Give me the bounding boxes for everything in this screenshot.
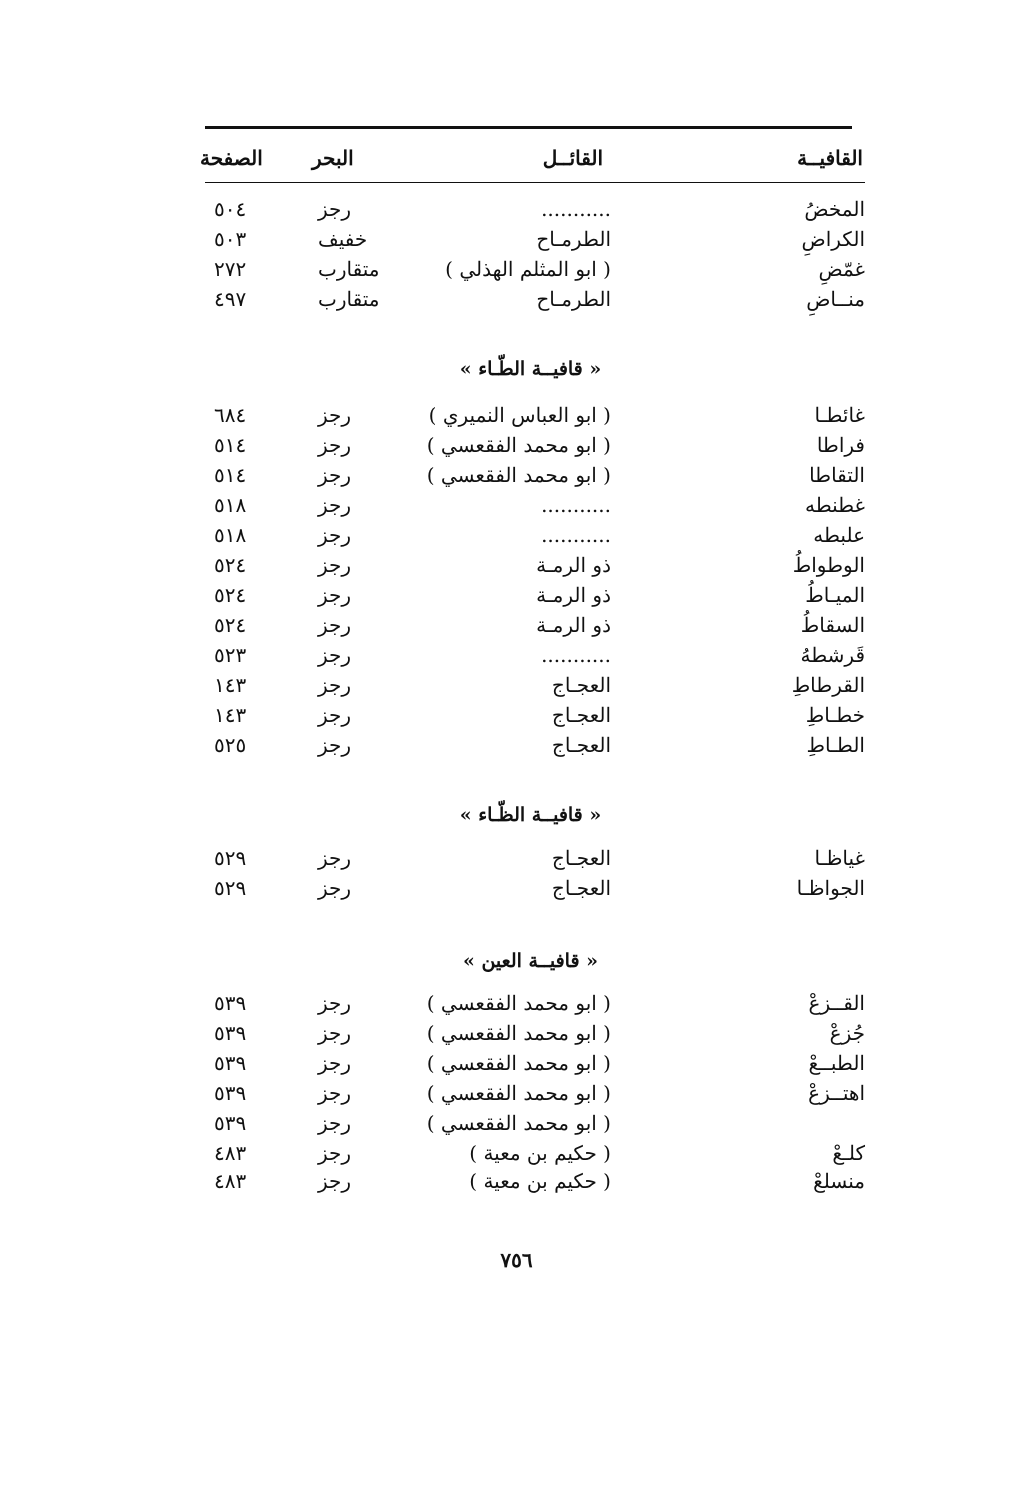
poet-cell: ( ابو محمد الفقعسي ) xyxy=(426,463,611,487)
rhyme-cell: الطبــعْ xyxy=(808,1051,865,1075)
meter-cell: رجز xyxy=(318,1111,352,1135)
rhyme-cell: السقاطُ xyxy=(800,613,865,637)
poet-cell: ذو الرمـة xyxy=(536,613,611,637)
meter-cell: رجز xyxy=(318,433,352,457)
meter-cell: متقارب xyxy=(318,287,380,311)
table-row xyxy=(0,610,1033,640)
page-cell: ٥١٤ xyxy=(214,463,247,487)
page-cell: ٢٧٢ xyxy=(214,257,247,281)
poet-cell: العجـاج xyxy=(551,876,611,900)
meter-cell: رجز xyxy=(318,1021,352,1045)
poet-cell: ( ابو محمد الفقعسي ) xyxy=(426,991,611,1015)
table-row xyxy=(0,194,1033,224)
page-cell: ٥٠٤ xyxy=(214,197,247,221)
poet-cell: الطرمـاح xyxy=(536,227,611,251)
page-cell: ٥١٨ xyxy=(214,493,247,517)
rhyme-cell: غمّضِ xyxy=(818,257,865,281)
poet-cell: ( ابو محمد الفقعسي ) xyxy=(426,1111,611,1135)
table-row xyxy=(0,284,1033,314)
header-page: الصفحة xyxy=(200,146,263,170)
poet-cell: ( ابو محمد الفقعسي ) xyxy=(426,1021,611,1045)
meter-cell: خفيف xyxy=(318,227,368,251)
meter-cell: رجز xyxy=(318,1051,352,1075)
meter-cell: رجز xyxy=(318,463,352,487)
table-row xyxy=(0,254,1033,284)
rhyme-cell: اهتــزعْ xyxy=(808,1081,865,1105)
page-number: ٧٥٦ xyxy=(500,1248,533,1272)
page-cell: ٥٣٩ xyxy=(214,1111,247,1135)
page-cell: ٥٢٥ xyxy=(214,733,247,757)
table-row xyxy=(0,670,1033,700)
poet-cell: ( ابو محمد الفقعسي ) xyxy=(426,1051,611,1075)
rhyme-cell: جُزعْ xyxy=(829,1021,865,1045)
section-title-ain xyxy=(0,950,1033,972)
poet-cell: ( حكيم بن معية ) xyxy=(469,1169,611,1193)
table-row xyxy=(0,400,1033,430)
page-cell: ٥١٨ xyxy=(214,523,247,547)
rhyme-cell: كلـعْ xyxy=(832,1141,865,1165)
poet-cell: ........... xyxy=(541,523,611,547)
header-meter: البحر xyxy=(312,146,354,170)
poet-cell: العجـاج xyxy=(551,846,611,870)
meter-cell: متقارب xyxy=(318,257,380,281)
meter-cell: رجز xyxy=(318,493,352,517)
section-title-text: « قافيــة العين » xyxy=(462,950,599,972)
table-row xyxy=(0,873,1033,903)
meter-cell: رجز xyxy=(318,583,352,607)
table-row xyxy=(0,580,1033,610)
page-cell: ٦٨٤ xyxy=(214,403,247,427)
table-row xyxy=(0,430,1033,460)
table-row xyxy=(0,640,1033,670)
page-cell: ٥٢٣ xyxy=(214,643,247,667)
table-row xyxy=(0,1078,1033,1108)
meter-cell: رجز xyxy=(318,703,352,727)
header-rule xyxy=(205,182,865,183)
meter-cell: رجز xyxy=(318,613,352,637)
rhyme-cell: المخضُ xyxy=(804,197,865,221)
rhyme-cell: خطـاطِ xyxy=(805,703,865,727)
rhyme-cell: الميـاطُ xyxy=(805,583,865,607)
section-title-text: « قافيــة الظّـاء » xyxy=(459,804,602,826)
poet-cell: ( ابو محمد الفقعسي ) xyxy=(426,1081,611,1105)
table-row xyxy=(0,1018,1033,1048)
table-row xyxy=(0,843,1033,873)
page-cell: ٥٣٩ xyxy=(214,1021,247,1045)
table-row xyxy=(0,490,1033,520)
meter-cell: رجز xyxy=(318,991,352,1015)
meter-cell: رجز xyxy=(318,553,352,577)
table-row xyxy=(0,460,1033,490)
page-cell: ٥٢٩ xyxy=(214,846,247,870)
table-row xyxy=(0,1108,1033,1138)
rhyme-cell: غائطـا xyxy=(814,403,865,427)
rhyme-cell: القرطاطِ xyxy=(791,673,865,697)
rhyme-cell: غطنطه xyxy=(804,493,865,517)
page-cell: ٥٢٩ xyxy=(214,876,247,900)
rhyme-cell: فراطا xyxy=(816,433,865,457)
rhyme-cell: علبطه xyxy=(813,523,865,547)
page-cell: ٥٣٩ xyxy=(214,1081,247,1105)
top-rule xyxy=(205,126,852,129)
poet-cell: ........... xyxy=(541,197,611,221)
page-cell: ٥٢٤ xyxy=(214,583,247,607)
rhyme-cell: الكراضِ xyxy=(801,227,865,251)
meter-cell: رجز xyxy=(318,197,352,221)
table-row xyxy=(0,1166,1033,1196)
table-row xyxy=(0,988,1033,1018)
page-cell: ١٤٣ xyxy=(214,673,247,697)
poet-cell: الطرمـاح xyxy=(536,287,611,311)
table-row xyxy=(0,550,1033,580)
rhyme-cell: الوطواطُ xyxy=(792,553,865,577)
table-row xyxy=(0,1138,1033,1168)
page-cell: ٥٣٩ xyxy=(214,1051,247,1075)
meter-cell: رجز xyxy=(318,643,352,667)
poet-cell: ( ابو المثلم الهذلي ) xyxy=(445,257,611,281)
page-cell: ٥١٤ xyxy=(214,433,247,457)
poet-cell: ( ابو العباس النميري ) xyxy=(428,403,611,427)
meter-cell: رجز xyxy=(318,733,352,757)
meter-cell: رجز xyxy=(318,846,352,870)
rhyme-cell: الجواظـا xyxy=(796,876,865,900)
meter-cell: رجز xyxy=(318,1169,352,1193)
poet-cell: ( ابو محمد الفقعسي ) xyxy=(426,433,611,457)
rhyme-cell: الطـاطِ xyxy=(806,733,865,757)
meter-cell: رجز xyxy=(318,523,352,547)
poet-cell: العجـاج xyxy=(551,703,611,727)
rhyme-cell: التقاطا xyxy=(809,463,865,487)
page-cell: ٥٠٣ xyxy=(214,227,247,251)
poet-cell: العجـاج xyxy=(551,733,611,757)
rhyme-cell: القــزعْ xyxy=(808,991,865,1015)
section-title-text: « قافيــة الطّـاء » xyxy=(459,358,602,380)
rhyme-cell: منــاضِ xyxy=(806,287,865,311)
page-cell: ٤٩٧ xyxy=(214,287,247,311)
page-cell: ٤٨٣ xyxy=(214,1169,247,1193)
page-cell: ٤٨٣ xyxy=(214,1141,247,1165)
section-title-zaa xyxy=(0,804,1033,826)
meter-cell: رجز xyxy=(318,673,352,697)
table-row xyxy=(0,224,1033,254)
meter-cell: رجز xyxy=(318,876,352,900)
poet-cell: ........... xyxy=(541,493,611,517)
header-poet: القائــل xyxy=(542,146,603,170)
header-rhyme: القافيــة xyxy=(797,146,863,170)
page-cell: ١٤٣ xyxy=(214,703,247,727)
meter-cell: رجز xyxy=(318,403,352,427)
meter-cell: رجز xyxy=(318,1081,352,1105)
rhyme-cell: قَرشطهُ xyxy=(800,643,865,667)
rhyme-cell: غياظـا xyxy=(814,846,865,870)
poet-cell: ذو الرمـة xyxy=(536,553,611,577)
page-cell: ٥٢٤ xyxy=(214,553,247,577)
meter-cell: رجز xyxy=(318,1141,352,1165)
section-title-taa xyxy=(0,358,1033,380)
table-row xyxy=(0,700,1033,730)
table-row xyxy=(0,1048,1033,1078)
poet-cell: العجـاج xyxy=(551,673,611,697)
table-row xyxy=(0,520,1033,550)
poet-cell: ذو الرمـة xyxy=(536,583,611,607)
page-cell: ٥٣٩ xyxy=(214,991,247,1015)
poet-cell: ( حكيم بن معية ) xyxy=(469,1141,611,1165)
table-row xyxy=(0,730,1033,760)
page-cell: ٥٢٤ xyxy=(214,613,247,637)
rhyme-cell: منسلعْ xyxy=(813,1169,865,1193)
poet-cell: ........... xyxy=(541,643,611,667)
